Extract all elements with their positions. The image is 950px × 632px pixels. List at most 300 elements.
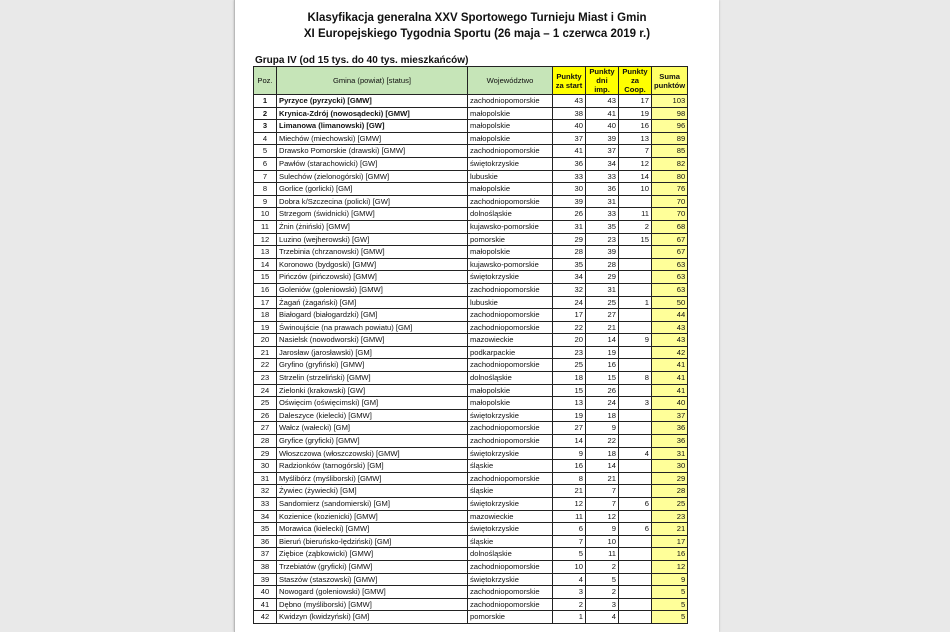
cell-sum: 36 [652, 422, 688, 435]
cell-wojewodztwo: zachodniopomorskie [468, 359, 553, 372]
cell-wojewodztwo: dolnośląskie [468, 208, 553, 221]
cell-wojewodztwo: lubuskie [468, 296, 553, 309]
cell-points-days: 41 [586, 107, 619, 120]
cell-points-start: 40 [553, 120, 586, 133]
cell-points-coop: 6 [619, 523, 652, 536]
cell-points-coop: 11 [619, 208, 652, 221]
cell-wojewodztwo: zachodniopomorskie [468, 321, 553, 334]
cell-points-coop [619, 283, 652, 296]
cell-points-days: 5 [586, 573, 619, 586]
cell-sum: 41 [652, 372, 688, 385]
cell-sum: 5 [652, 598, 688, 611]
cell-wojewodztwo: podkarpackie [468, 346, 553, 359]
cell-points-days: 31 [586, 283, 619, 296]
cell-sum: 63 [652, 271, 688, 284]
header-pos: Poz. [254, 67, 277, 95]
cell-wojewodztwo: małopolskie [468, 120, 553, 133]
cell-gmina: Oświęcim (oświęcimski) [GM] [277, 397, 468, 410]
table-row [254, 472, 688, 485]
cell-position: 26 [254, 409, 277, 422]
cell-points-days: 37 [586, 145, 619, 158]
cell-sum: 29 [652, 472, 688, 485]
cell-gmina: Dobra k/Szczecina (policki) [GW] [277, 195, 468, 208]
cell-points-start: 33 [553, 170, 586, 183]
table-row [254, 573, 688, 586]
table-row [254, 435, 688, 448]
cell-position: 12 [254, 233, 277, 246]
cell-wojewodztwo: zachodniopomorskie [468, 560, 553, 573]
cell-points-coop [619, 409, 652, 422]
cell-position: 21 [254, 346, 277, 359]
cell-points-days: 21 [586, 321, 619, 334]
table-row [254, 460, 688, 473]
cell-sum: 31 [652, 447, 688, 460]
cell-wojewodztwo: zachodniopomorskie [468, 422, 553, 435]
table-row [254, 157, 688, 170]
cell-points-coop [619, 535, 652, 548]
cell-sum: 9 [652, 573, 688, 586]
cell-wojewodztwo: małopolskie [468, 384, 553, 397]
header-wojewodztwo: Województwo [468, 67, 553, 95]
table-row [254, 548, 688, 561]
cell-points-coop: 1 [619, 296, 652, 309]
table-row [254, 447, 688, 460]
ranking-table [253, 66, 688, 624]
table-row [254, 346, 688, 359]
cell-gmina: Kozienice (kozienicki) [GMW] [277, 510, 468, 523]
cell-points-start: 25 [553, 359, 586, 372]
cell-gmina: Daleszyce (kielecki) [GMW] [277, 409, 468, 422]
cell-sum: 43 [652, 334, 688, 347]
cell-gmina: Żywiec (żywiecki) [GM] [277, 485, 468, 498]
cell-position: 2 [254, 107, 277, 120]
cell-gmina: Miechów (miechowski) [GMW] [277, 132, 468, 145]
cell-gmina: Limanowa (limanowski) [GW] [277, 120, 468, 133]
cell-points-days: 7 [586, 485, 619, 498]
cell-position: 22 [254, 359, 277, 372]
cell-sum: 67 [652, 233, 688, 246]
cell-sum: 41 [652, 384, 688, 397]
cell-gmina: Krynica-Zdrój (nowosądecki) [GMW] [277, 107, 468, 120]
header-points-days: Punkty dni imp. [586, 67, 619, 95]
cell-points-days: 16 [586, 359, 619, 372]
cell-points-start: 31 [553, 220, 586, 233]
cell-position: 7 [254, 170, 277, 183]
header-gmina: Gmina (powiat) [status] [277, 67, 468, 95]
cell-position: 23 [254, 372, 277, 385]
cell-wojewodztwo: mazowieckie [468, 510, 553, 523]
cell-position: 17 [254, 296, 277, 309]
cell-position: 1 [254, 95, 277, 108]
cell-points-coop: 3 [619, 397, 652, 410]
cell-gmina: Morawica (kielecki) [GMW] [277, 523, 468, 536]
table-row [254, 246, 688, 259]
cell-gmina: Radzionków (tarnogórski) [GM] [277, 460, 468, 473]
document-title: Klasyfikacja generalna XXV Sportowego Turnieju Miast i Gmin [307, 12, 647, 24]
cell-sum: 70 [652, 195, 688, 208]
cell-gmina: Żnin (żniński) [GMW] [277, 220, 468, 233]
table-row [254, 359, 688, 372]
cell-wojewodztwo: pomorskie [468, 611, 553, 624]
cell-position: 8 [254, 183, 277, 196]
cell-gmina: Gorlice (gorlicki) [GM] [277, 183, 468, 196]
cell-position: 39 [254, 573, 277, 586]
cell-sum: 37 [652, 409, 688, 422]
cell-points-coop: 10 [619, 183, 652, 196]
cell-gmina: Goleniów (goleniowski) [GMW] [277, 283, 468, 296]
cell-position: 33 [254, 498, 277, 511]
cell-position: 10 [254, 208, 277, 221]
cell-sum: 16 [652, 548, 688, 561]
cell-sum: 42 [652, 346, 688, 359]
cell-points-days: 35 [586, 220, 619, 233]
cell-points-days: 22 [586, 435, 619, 448]
cell-points-coop [619, 560, 652, 573]
cell-gmina: Włoszczowa (włoszczowski) [GMW] [277, 447, 468, 460]
cell-gmina: Gryfino (gryfiński) [GMW] [277, 359, 468, 372]
cell-points-start: 1 [553, 611, 586, 624]
cell-position: 27 [254, 422, 277, 435]
cell-wojewodztwo: małopolskie [468, 132, 553, 145]
cell-wojewodztwo: zachodniopomorskie [468, 283, 553, 296]
cell-gmina: Jarosław (jarosławski) [GM] [277, 346, 468, 359]
cell-wojewodztwo: małopolskie [468, 183, 553, 196]
table-body [254, 95, 688, 624]
cell-gmina: Koronowo (bydgoski) [GMW] [277, 258, 468, 271]
cell-points-days: 34 [586, 157, 619, 170]
cell-position: 14 [254, 258, 277, 271]
cell-position: 28 [254, 435, 277, 448]
cell-position: 32 [254, 485, 277, 498]
cell-wojewodztwo: małopolskie [468, 107, 553, 120]
cell-sum: 67 [652, 246, 688, 259]
cell-wojewodztwo: śląskie [468, 485, 553, 498]
cell-sum: 103 [652, 95, 688, 108]
cell-position: 24 [254, 384, 277, 397]
cell-sum: 30 [652, 460, 688, 473]
cell-sum: 63 [652, 283, 688, 296]
cell-points-start: 39 [553, 195, 586, 208]
cell-position: 15 [254, 271, 277, 284]
table-row [254, 384, 688, 397]
table-row [254, 523, 688, 536]
cell-wojewodztwo: świętokrzyskie [468, 157, 553, 170]
cell-wojewodztwo: zachodniopomorskie [468, 435, 553, 448]
cell-position: 41 [254, 598, 277, 611]
cell-points-days: 18 [586, 447, 619, 460]
cell-points-coop [619, 309, 652, 322]
cell-points-days: 25 [586, 296, 619, 309]
cell-sum: 63 [652, 258, 688, 271]
cell-wojewodztwo: zachodniopomorskie [468, 195, 553, 208]
cell-points-start: 14 [553, 435, 586, 448]
cell-position: 11 [254, 220, 277, 233]
cell-points-start: 38 [553, 107, 586, 120]
cell-position: 42 [254, 611, 277, 624]
cell-points-start: 16 [553, 460, 586, 473]
cell-sum: 89 [652, 132, 688, 145]
cell-gmina: Zielonki (krakowski) [GW] [277, 384, 468, 397]
cell-position: 9 [254, 195, 277, 208]
cell-gmina: Luzino (wejherowski) [GW] [277, 233, 468, 246]
cell-points-coop [619, 460, 652, 473]
cell-gmina: Żagań (żagański) [GM] [277, 296, 468, 309]
table-row [254, 598, 688, 611]
cell-points-start: 8 [553, 472, 586, 485]
cell-wojewodztwo: zachodniopomorskie [468, 145, 553, 158]
cell-points-start: 26 [553, 208, 586, 221]
cell-points-days: 40 [586, 120, 619, 133]
cell-points-start: 5 [553, 548, 586, 561]
table-row [254, 309, 688, 322]
cell-gmina: Ziębice (ząbkowicki) [GMW] [277, 548, 468, 561]
cell-points-coop: 12 [619, 157, 652, 170]
cell-points-start: 35 [553, 258, 586, 271]
cell-points-coop [619, 422, 652, 435]
cell-wojewodztwo: zachodniopomorskie [468, 472, 553, 485]
cell-position: 30 [254, 460, 277, 473]
cell-points-days: 9 [586, 523, 619, 536]
cell-points-start: 28 [553, 246, 586, 259]
cell-points-start: 37 [553, 132, 586, 145]
cell-sum: 12 [652, 560, 688, 573]
cell-position: 18 [254, 309, 277, 322]
cell-points-start: 20 [553, 334, 586, 347]
table-row [254, 334, 688, 347]
cell-points-coop: 6 [619, 498, 652, 511]
cell-points-start: 12 [553, 498, 586, 511]
cell-points-coop [619, 258, 652, 271]
cell-points-start: 43 [553, 95, 586, 108]
cell-gmina: Pawłów (starachowicki) [GW] [277, 157, 468, 170]
cell-points-coop [619, 598, 652, 611]
cell-points-days: 4 [586, 611, 619, 624]
cell-gmina: Białogard (białogardzki) [GM] [277, 309, 468, 322]
cell-position: 19 [254, 321, 277, 334]
cell-points-days: 2 [586, 560, 619, 573]
cell-position: 5 [254, 145, 277, 158]
cell-position: 37 [254, 548, 277, 561]
cell-points-start: 22 [553, 321, 586, 334]
cell-points-coop: 19 [619, 107, 652, 120]
cell-sum: 23 [652, 510, 688, 523]
cell-points-start: 21 [553, 485, 586, 498]
cell-points-days: 24 [586, 397, 619, 410]
cell-points-days: 43 [586, 95, 619, 108]
cell-wojewodztwo: małopolskie [468, 246, 553, 259]
cell-points-coop [619, 573, 652, 586]
cell-points-start: 15 [553, 384, 586, 397]
cell-position: 25 [254, 397, 277, 410]
table-row [254, 208, 688, 221]
cell-sum: 82 [652, 157, 688, 170]
cell-gmina: Nowogard (goleniowski) [GMW] [277, 586, 468, 599]
cell-points-days: 31 [586, 195, 619, 208]
cell-wojewodztwo: zachodniopomorskie [468, 309, 553, 322]
cell-points-coop: 17 [619, 95, 652, 108]
cell-sum: 70 [652, 208, 688, 221]
cell-points-days: 10 [586, 535, 619, 548]
cell-points-coop [619, 435, 652, 448]
cell-sum: 21 [652, 523, 688, 536]
cell-gmina: Pyrzyce (pyrzycki) [GMW] [277, 95, 468, 108]
cell-points-start: 11 [553, 510, 586, 523]
table-row [254, 409, 688, 422]
table-row [254, 271, 688, 284]
table-row [254, 195, 688, 208]
cell-points-coop [619, 485, 652, 498]
cell-position: 13 [254, 246, 277, 259]
cell-gmina: Gryfice (gryficki) [GMW] [277, 435, 468, 448]
cell-points-start: 3 [553, 586, 586, 599]
cell-points-days: 28 [586, 258, 619, 271]
cell-gmina: Trzebiatów (gryficki) [GMW] [277, 560, 468, 573]
cell-points-start: 18 [553, 372, 586, 385]
cell-points-coop: 15 [619, 233, 652, 246]
cell-points-start: 23 [553, 346, 586, 359]
cell-wojewodztwo: świętokrzyskie [468, 447, 553, 460]
cell-points-days: 21 [586, 472, 619, 485]
table-row [254, 283, 688, 296]
cell-points-days: 14 [586, 460, 619, 473]
table-row [254, 220, 688, 233]
cell-position: 38 [254, 560, 277, 573]
cell-sum: 17 [652, 535, 688, 548]
cell-wojewodztwo: małopolskie [468, 397, 553, 410]
cell-gmina: Trzebinia (chrzanowski) [GMW] [277, 246, 468, 259]
cell-sum: 5 [652, 611, 688, 624]
cell-wojewodztwo: kujawsko-pomorskie [468, 258, 553, 271]
cell-points-start: 4 [553, 573, 586, 586]
cell-points-start: 27 [553, 422, 586, 435]
cell-points-days: 26 [586, 384, 619, 397]
cell-points-start: 19 [553, 409, 586, 422]
cell-points-coop [619, 271, 652, 284]
cell-points-days: 29 [586, 271, 619, 284]
cell-gmina: Sulechów (zielonogórski) [GMW] [277, 170, 468, 183]
cell-position: 16 [254, 283, 277, 296]
cell-position: 35 [254, 523, 277, 536]
cell-wojewodztwo: śląskie [468, 535, 553, 548]
cell-points-start: 6 [553, 523, 586, 536]
table-row [254, 498, 688, 511]
table-row [254, 611, 688, 624]
cell-points-coop [619, 346, 652, 359]
cell-points-coop [619, 321, 652, 334]
cell-position: 4 [254, 132, 277, 145]
cell-points-start: 10 [553, 560, 586, 573]
header-sum: Suma punktów [652, 67, 688, 95]
table-row [254, 132, 688, 145]
cell-points-days: 19 [586, 346, 619, 359]
table-row [254, 183, 688, 196]
cell-wojewodztwo: lubuskie [468, 170, 553, 183]
cell-points-start: 9 [553, 447, 586, 460]
table-row [254, 321, 688, 334]
cell-position: 31 [254, 472, 277, 485]
cell-points-days: 11 [586, 548, 619, 561]
cell-wojewodztwo: zachodniopomorskie [468, 95, 553, 108]
cell-points-coop [619, 472, 652, 485]
cell-sum: 36 [652, 435, 688, 448]
cell-points-coop: 7 [619, 145, 652, 158]
cell-points-days: 36 [586, 183, 619, 196]
cell-points-days: 33 [586, 170, 619, 183]
cell-points-coop: 16 [619, 120, 652, 133]
cell-sum: 98 [652, 107, 688, 120]
cell-points-days: 14 [586, 334, 619, 347]
cell-gmina: Nasielsk (nowodworski) [GMW] [277, 334, 468, 347]
table-row [254, 145, 688, 158]
header-points-coop: Punkty za Coop. [619, 67, 652, 95]
cell-sum: 41 [652, 359, 688, 372]
table-row [254, 170, 688, 183]
cell-wojewodztwo: zachodniopomorskie [468, 598, 553, 611]
cell-points-coop: 2 [619, 220, 652, 233]
cell-wojewodztwo: świętokrzyskie [468, 271, 553, 284]
cell-points-coop: 4 [619, 447, 652, 460]
table-row [254, 258, 688, 271]
cell-points-start: 34 [553, 271, 586, 284]
cell-position: 20 [254, 334, 277, 347]
cell-sum: 68 [652, 220, 688, 233]
cell-wojewodztwo: dolnośląskie [468, 372, 553, 385]
cell-wojewodztwo: świętokrzyskie [468, 573, 553, 586]
cell-gmina: Kwidzyn (kwidzyński) [GM] [277, 611, 468, 624]
cell-points-coop [619, 246, 652, 259]
cell-points-start: 41 [553, 145, 586, 158]
cell-points-days: 18 [586, 409, 619, 422]
cell-gmina: Staszów (staszowski) [GMW] [277, 573, 468, 586]
cell-wojewodztwo: kujawsko-pomorskie [468, 220, 553, 233]
cell-wojewodztwo: świętokrzyskie [468, 523, 553, 536]
cell-points-days: 2 [586, 586, 619, 599]
cell-points-days: 33 [586, 208, 619, 221]
table-row [254, 233, 688, 246]
table-row [254, 372, 688, 385]
cell-wojewodztwo: dolnośląskie [468, 548, 553, 561]
cell-points-start: 2 [553, 598, 586, 611]
group-label: Grupa IV (od 15 tys. do 40 tys. mieszkańców) [255, 55, 469, 66]
cell-gmina: Strzelin (strzeliński) [GMW] [277, 372, 468, 385]
table-row [254, 560, 688, 573]
cell-gmina: Sandomierz (sandomierski) [GM] [277, 498, 468, 511]
cell-wojewodztwo: mazowieckie [468, 334, 553, 347]
table-row [254, 397, 688, 410]
cell-wojewodztwo: śląskie [468, 460, 553, 473]
cell-position: 36 [254, 535, 277, 548]
cell-sum: 43 [652, 321, 688, 334]
cell-wojewodztwo: pomorskie [468, 233, 553, 246]
cell-sum: 40 [652, 397, 688, 410]
table-row [254, 586, 688, 599]
cell-points-coop [619, 195, 652, 208]
cell-gmina: Drawsko Pomorskie (drawski) [GMW] [277, 145, 468, 158]
cell-wojewodztwo: świętokrzyskie [468, 409, 553, 422]
cell-sum: 80 [652, 170, 688, 183]
cell-points-coop [619, 510, 652, 523]
cell-points-start: 17 [553, 309, 586, 322]
cell-sum: 25 [652, 498, 688, 511]
cell-gmina: Bieruń (bieruńsko-lędziński) [GM] [277, 535, 468, 548]
cell-position: 6 [254, 157, 277, 170]
cell-sum: 76 [652, 183, 688, 196]
cell-points-coop: 14 [619, 170, 652, 183]
cell-points-days: 23 [586, 233, 619, 246]
cell-points-coop [619, 586, 652, 599]
cell-points-days: 39 [586, 246, 619, 259]
cell-points-days: 39 [586, 132, 619, 145]
